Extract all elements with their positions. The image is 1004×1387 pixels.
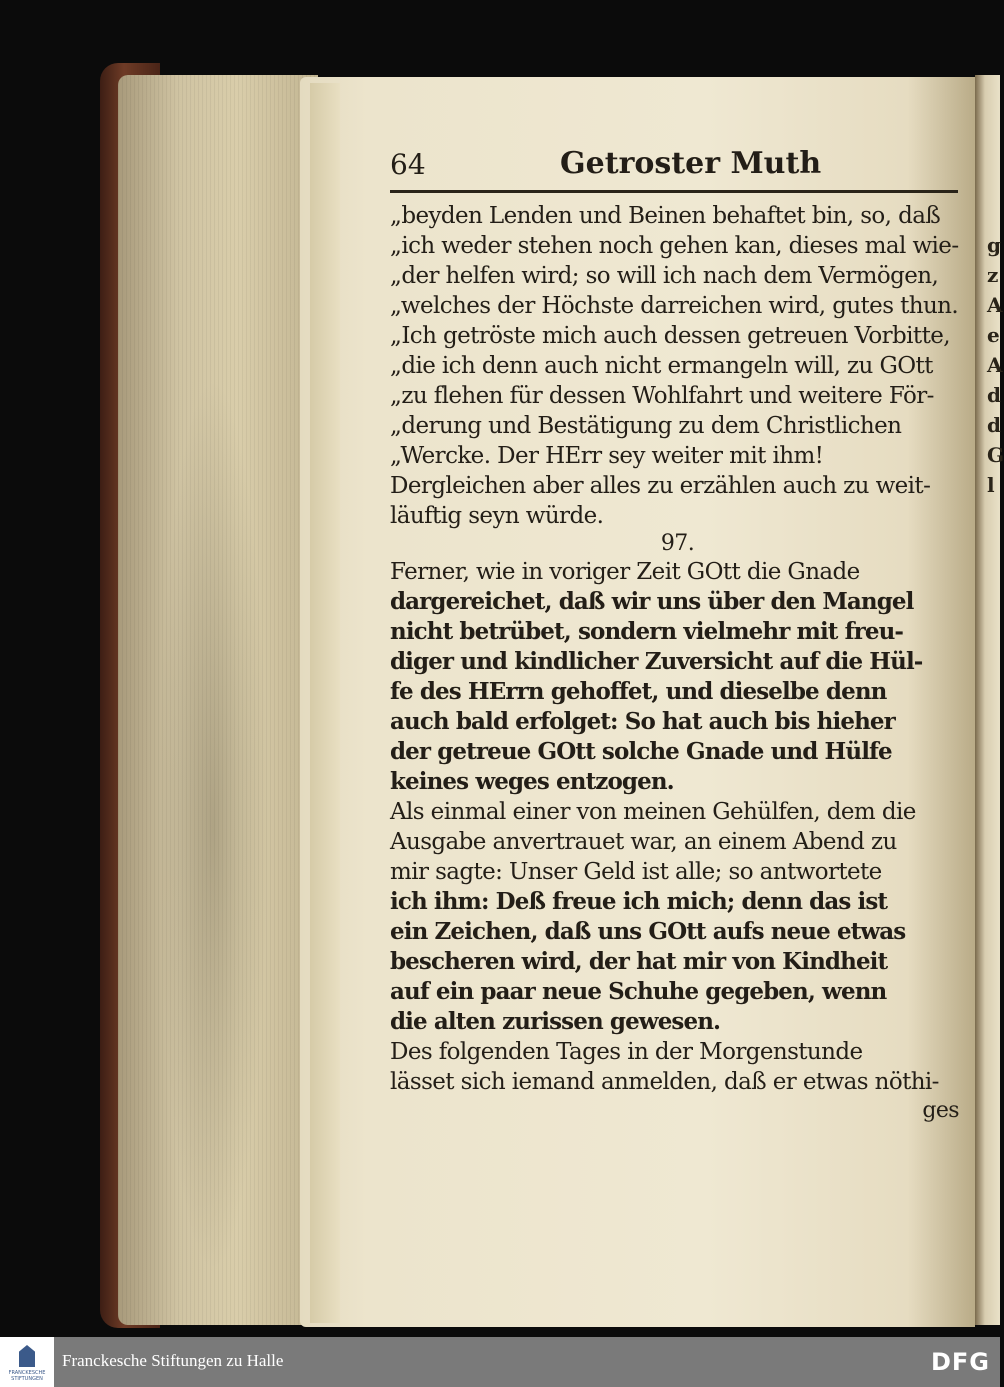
catchword: ges: [922, 1098, 959, 1123]
text-line: Ausgabe anvertrauet war, an einem Abend zu: [390, 829, 897, 855]
running-title: Getroster Muth: [560, 146, 822, 181]
header-rule: [390, 190, 958, 193]
facing-page-fragment: e: [987, 323, 1000, 347]
text-line: „ich weder stehen noch gehen kan, dieses mal wie-: [390, 233, 959, 259]
text-line: „Wercke. Der HErr sey weiter mit ihm!: [390, 443, 824, 469]
page-gutter: [310, 83, 340, 1323]
text-line: die alten zurissen gewesen.: [390, 1008, 721, 1035]
text-line: Ferner, wie in voriger Zeit GOtt die Gnade: [390, 559, 860, 585]
text-line: lässet sich iemand anmelden, daß er etwas nöthi-: [390, 1069, 939, 1095]
facing-page-fragment: A: [987, 293, 1003, 317]
text-line: „welches der Höchste darreichen wird, gutes thun.: [390, 293, 959, 319]
text-line: „beyden Lenden und Beinen behaftet bin, so, daß: [390, 203, 941, 229]
institution-logo[interactable]: [0, 1337, 54, 1387]
text-line: „der helfen wird; so will ich nach dem Vermögen,: [390, 263, 939, 289]
text-line: mir sagte: Unser Geld ist alle; so antwortete: [390, 859, 882, 885]
page-header: [390, 140, 965, 190]
text-line: Als einmal einer von meinen Gehülfen, dem die: [390, 799, 916, 825]
text-line: Dergleichen aber alles zu erzählen auch zu weit-: [390, 473, 931, 499]
facing-page-fragment: d: [987, 383, 1001, 407]
facing-page-fragment: A: [987, 353, 1003, 377]
facing-page-fragment: d: [987, 413, 1001, 437]
logo-text: FRANCKESCHE STIFTUNGEN: [8, 1370, 46, 1382]
text-line: nicht betrübet, sondern vielmehr mit freu-: [390, 618, 904, 645]
text-line: ich ihm: Deß freue ich mich; denn das ist: [390, 888, 888, 915]
dfg-logo[interactable]: DFG: [930, 1348, 990, 1376]
text-line: auch bald erfolget: So hat auch bis hieher: [390, 708, 895, 735]
facing-page-edge: [975, 75, 1004, 1325]
text-line: läuftig seyn würde.: [390, 503, 604, 529]
text-line: fe des HErrn gehoffet, und dieselbe denn: [390, 678, 887, 705]
facing-page-fragment: G: [987, 443, 1004, 467]
text-line: ein Zeichen, daß uns GOtt aufs neue etwas: [390, 918, 906, 945]
text-line: bescheren wird, der hat mir von Kindheit: [390, 948, 888, 975]
francke-logo-icon: [19, 1345, 35, 1367]
facing-page-fragment: z: [987, 263, 999, 287]
text-line: auf ein paar neue Schuhe gegeben, wenn: [390, 978, 887, 1005]
page-edges: [118, 75, 318, 1325]
page-text: [390, 140, 965, 1125]
text-line: „zu flehen für dessen Wohlfahrt und weitere För-: [390, 383, 934, 409]
institution-name[interactable]: Franckesche Stiftungen zu Halle: [62, 1351, 284, 1370]
text-line: „die ich denn auch nicht ermangeln will, zu GOtt: [390, 353, 933, 379]
text-line: diger und kindlicher Zuversicht auf die Hül-: [390, 648, 923, 675]
text-line: dargereichet, daß wir uns über den Mangel: [390, 588, 914, 615]
text-line: „derung und Bestätigung zu dem Christlichen: [390, 413, 902, 439]
footer-bar: [0, 1337, 1000, 1387]
text-line: „Ich getröste mich auch dessen getreuen Vorbitte,: [390, 323, 950, 349]
text-line: der getreue GOtt solche Gnade und Hülfe: [390, 738, 892, 765]
page-number: 64: [390, 148, 426, 181]
section-number: 97.: [660, 531, 695, 556]
text-line: keines weges entzogen.: [390, 768, 674, 795]
text-line: Des folgenden Tages in der Morgenstunde: [390, 1039, 863, 1065]
facing-page-fragment: g: [987, 233, 1001, 257]
facing-page-fragment: l: [987, 473, 995, 497]
